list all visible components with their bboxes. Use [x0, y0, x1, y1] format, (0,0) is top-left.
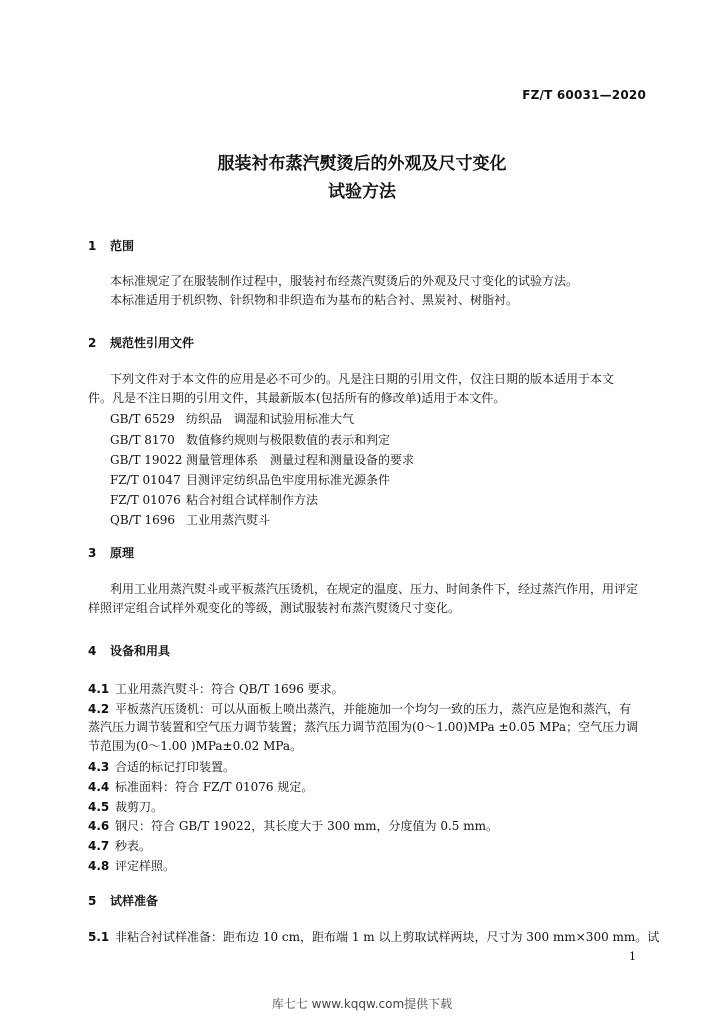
clause-text: 非粘合衬试样准备：距布边 10 cm，距布端 1 m 以上剪取试样两块，尺寸为 300 mm×300 mm。试 [115, 930, 660, 944]
section-5-heading [88, 892, 158, 909]
clause-number: 4.3 [88, 760, 110, 774]
clause-text: 合适的标记打印装置。 [115, 760, 236, 774]
reference-code: GB/T 19022 [110, 453, 183, 467]
section-title: 试样准备 [110, 894, 159, 908]
clause-item [88, 837, 151, 854]
reference-name: 数值修约规则与极限数值的表示和判定 [186, 433, 391, 447]
reference-item [110, 410, 354, 427]
clause-number: 4.1 [88, 682, 110, 696]
section-3-paragraph-line1: 利用工业用蒸汽熨斗或平板蒸汽压烫机，在规定的温度、压力、时间条件下，经过蒸汽作用，用评定 [110, 582, 639, 596]
document-title-line2: 试验方法 [328, 182, 396, 202]
clause-text: 平板蒸汽压烫机：可以从面板上喷出蒸汽，并能施加一个均匀一致的压力，蒸汽应是饱和蒸汽，有 [115, 702, 632, 716]
clause-item [88, 700, 631, 717]
section-2-heading [88, 334, 194, 351]
clause-item [88, 817, 498, 834]
section-title: 范围 [110, 239, 135, 253]
clause-text: 裁剪刀。 [115, 800, 164, 814]
section-title: 规范性引用文件 [110, 336, 195, 350]
section-number: 4 [88, 644, 97, 658]
section-1-heading [88, 237, 134, 254]
clause-continuation: 蒸汽压力调节装置和空气压力调节装置；蒸汽压力调节范围为(0～1.00)MPa ±0.05 MPa；空气压力调 [88, 720, 639, 734]
section-number: 3 [88, 546, 97, 560]
section-1-paragraph-2: 本标准适用于机织物、针织物和非织造布为基布的粘合衬、黑炭衬、树脂衬。 [110, 293, 519, 307]
standard-number: FZ/T 60031—2020 [522, 88, 646, 102]
section-title: 设备和用具 [110, 644, 171, 658]
clause-text: 工业用蒸汽熨斗：符合 QB/T 1696 要求。 [115, 682, 344, 696]
clause-text: 标准面料：符合 FZ/T 01076 规定。 [115, 780, 314, 794]
footer-download-link[interactable]: 库七七 www.kqqw.com提供下载 [271, 997, 453, 1011]
section-number: 2 [88, 336, 97, 350]
reference-name: 工业用蒸汽熨斗 [186, 513, 271, 527]
clause-number: 5.1 [88, 930, 110, 944]
clause-item [88, 680, 344, 697]
clause-item [88, 778, 313, 795]
clause-number: 4.5 [88, 800, 110, 814]
section-2-paragraph-line2: 件。凡是不注日期的引用文件，其最新版本(包括所有的修改单)适用于本文件。 [88, 391, 506, 405]
clause-number: 4.6 [88, 819, 110, 833]
clause-number: 4.7 [88, 839, 110, 853]
clause-number: 4.4 [88, 780, 110, 794]
section-title: 原理 [110, 546, 135, 560]
clause-item [88, 928, 659, 945]
document-title-line1: 服装衬布蒸汽熨烫后的外观及尺寸变化 [217, 154, 507, 174]
reference-name: 粘合衬组合试样制作方法 [186, 493, 319, 507]
reference-code: QB/T 1696 [110, 513, 176, 527]
reference-item [110, 491, 318, 508]
clause-number: 4.2 [88, 702, 110, 716]
section-number: 5 [88, 894, 97, 908]
clause-number: 4.8 [88, 859, 110, 873]
reference-item [110, 431, 390, 448]
reference-item [110, 451, 414, 468]
section-2-paragraph-line1: 下列文件对于本文件的应用是必不可少的。凡是注日期的引用文件，仅注日期的版本适用于本文 [110, 372, 615, 386]
section-1-paragraph-1: 本标准规定了在服装制作过程中，服装衬布经蒸汽熨烫后的外观及尺寸变化的试验方法。 [110, 274, 579, 288]
reference-code: GB/T 8170 [110, 433, 175, 447]
reference-code: FZ/T 01076 [110, 493, 181, 507]
page-number: 1 [629, 950, 636, 963]
reference-code: FZ/T 01047 [110, 473, 181, 487]
clause-text: 钢尺：符合 GB/T 19022，其长度大于 300 mm，分度值为 0.5 mm。 [115, 819, 499, 833]
section-3-paragraph-line2: 样照评定组合试样外观变化的等级，测试服装衬布蒸汽熨烫尺寸变化。 [88, 601, 461, 615]
clause-continuation: 节范围为(0～1.00 )MPa±0.02 MPa。 [88, 739, 303, 753]
clause-text: 秒表。 [115, 839, 152, 853]
reference-item [110, 471, 390, 488]
reference-name: 目测评定纺织品色牢度用标准光源条件 [186, 473, 391, 487]
clause-text: 评定样照。 [115, 859, 176, 873]
reference-name: 纺织品 调湿和试验用标准大气 [186, 412, 355, 426]
section-4-heading [88, 642, 170, 659]
section-3-heading [88, 544, 134, 561]
section-number: 1 [88, 239, 97, 253]
reference-code: GB/T 6529 [110, 412, 175, 426]
reference-item [110, 511, 270, 528]
reference-name: 测量管理体系 测量过程和测量设备的要求 [186, 453, 415, 467]
clause-item [88, 798, 163, 815]
clause-item [88, 857, 175, 874]
clause-item [88, 758, 235, 775]
